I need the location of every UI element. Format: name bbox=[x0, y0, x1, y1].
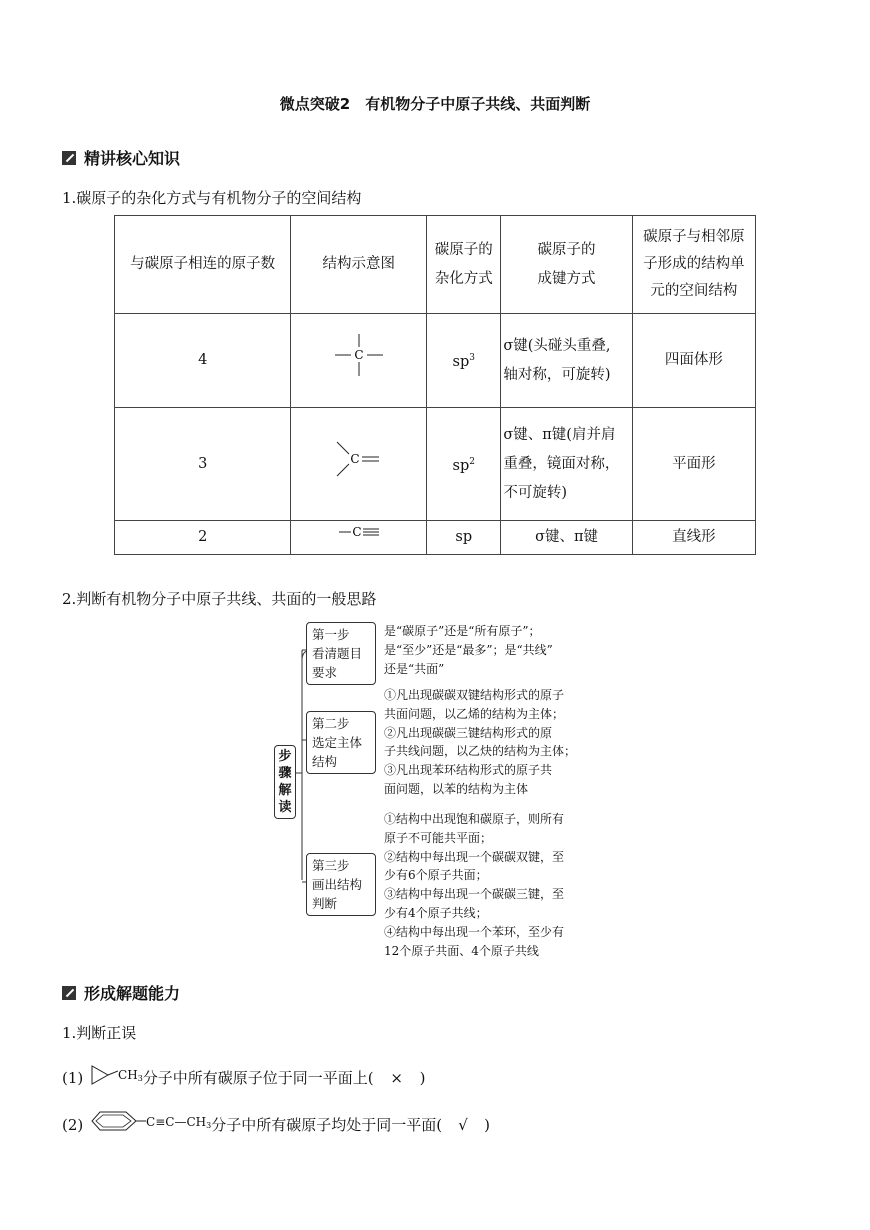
part2-title: 2.判断有机物分子中原子共线、共面的一般思路 bbox=[62, 590, 377, 608]
step-note-3: ①结构中出现饱和碳原子，则所有 原子不可能共平面； ②结构中每出现一个碳碳双键，至 少有6个原子共面； ③结构中每出现一个碳碳三键，至 少有4个原子共线； ④结构中每出现一个苯环，至少有 12个原子共面、4个原子共线 bbox=[384, 812, 565, 958]
answer-mark: √ bbox=[458, 1116, 468, 1134]
section-heading-knowledge bbox=[62, 146, 180, 169]
step-box-1: 第一步 看清题目 要求 bbox=[306, 622, 376, 685]
hybrid-cell: sp bbox=[427, 521, 501, 555]
bond-cell: σ键、π键(肩并肩 重叠，镜面对称， 不可旋转) bbox=[501, 408, 632, 521]
svg-text:C: C bbox=[354, 348, 364, 362]
formula-text: C≡C—CH bbox=[146, 1115, 207, 1129]
trigonal-carbon-diagram bbox=[329, 434, 389, 484]
question-number: (2) bbox=[62, 1116, 84, 1134]
table-row bbox=[115, 314, 756, 408]
shape-cell: 直线形 bbox=[632, 521, 755, 555]
count-cell: 2 bbox=[115, 521, 291, 555]
section-heading-text: 形成解题能力 bbox=[84, 984, 181, 1003]
shape-cell: 平面形 bbox=[632, 408, 755, 521]
shape-cell: 四面体形 bbox=[632, 314, 755, 408]
tetrahedral-carbon-diagram bbox=[329, 330, 389, 380]
table-row bbox=[115, 521, 756, 555]
diagram-cell bbox=[291, 521, 427, 555]
question-text: 分子中所有碳原子均处于同一平面( bbox=[211, 1116, 443, 1134]
bond-cell: σ键、π键 bbox=[501, 521, 632, 555]
section-heading-ability bbox=[62, 981, 180, 1004]
table-row bbox=[115, 408, 756, 521]
count-cell: 4 bbox=[115, 314, 291, 408]
answer-mark: × bbox=[390, 1069, 403, 1087]
pencil-box-icon bbox=[62, 986, 76, 1000]
step-box-2: 第二步 选定主体 结构 bbox=[306, 711, 376, 774]
question-text: 分子中所有碳原子位于同一平面上( bbox=[142, 1069, 374, 1087]
hybridization-table bbox=[114, 215, 756, 555]
flow-root-box: 步 骤 解 读 bbox=[274, 745, 296, 819]
benzene-ring-structure bbox=[88, 1106, 146, 1136]
table-header-row bbox=[115, 216, 756, 314]
pencil-box-icon bbox=[62, 151, 76, 165]
header-cell: 结构示意图 bbox=[291, 216, 427, 314]
diagram-cell bbox=[291, 408, 427, 521]
svg-text:C: C bbox=[352, 525, 362, 539]
section-heading-text: 精讲核心知识 bbox=[84, 149, 181, 168]
question-2: (2) $^{C\equiv C—CH}_3$分子中所有碳原子均处于同一平面( √ ) bbox=[62, 1106, 490, 1136]
formula-text: CH bbox=[118, 1068, 138, 1082]
cyclopropane-structure bbox=[88, 1063, 118, 1087]
question-1: (1) $^{CH}_3$分子中所有碳原子位于同一平面上( × ) bbox=[62, 1063, 426, 1088]
hybrid-cell: $sp^3$ bbox=[427, 314, 501, 408]
page-title: 微点突破2 有机物分子中原子共线、共面判断 bbox=[279, 95, 591, 113]
header-cell: 碳原子的 成键方式 bbox=[501, 216, 632, 314]
hybrid-cell: $sp^2$ bbox=[427, 408, 501, 521]
header-cell: 碳原子的 杂化方式 bbox=[427, 216, 501, 314]
question-number: (1) bbox=[62, 1069, 84, 1087]
header-cell: 与碳原子相连的原子数 bbox=[115, 216, 291, 314]
diagram-cell bbox=[291, 314, 427, 408]
step-note-1: 是“碳原子”还是“所有原子”； 是“至少”还是“最多”；是“共线” 还是“共面” bbox=[384, 624, 553, 676]
part3-title: 1.判断正误 bbox=[62, 1024, 137, 1042]
bond-cell: σ键(头碰头重叠, 轴对称，可旋转) bbox=[501, 314, 632, 408]
header-cell: 碳原子与相邻原 子形成的结构单 元的空间结构 bbox=[632, 216, 755, 314]
linear-carbon-diagram bbox=[329, 522, 389, 542]
step-box-3: 第三步 画出结构 判断 bbox=[306, 853, 376, 916]
step-note-2: ①凡出现碳碳双键结构形式的原子 共面问题，以乙烯的结构为主体； ②凡出现碳碳三键结构形式的原 子共线问题，以乙炔的结构为主体； ③凡出现苯环结构形式的原子共 面问题，以苯的结构为主体 bbox=[384, 688, 577, 796]
count-cell: 3 bbox=[115, 408, 291, 521]
svg-text:C: C bbox=[350, 451, 360, 466]
part1-title: 1.碳原子的杂化方式与有机物分子的空间结构 bbox=[62, 189, 362, 207]
